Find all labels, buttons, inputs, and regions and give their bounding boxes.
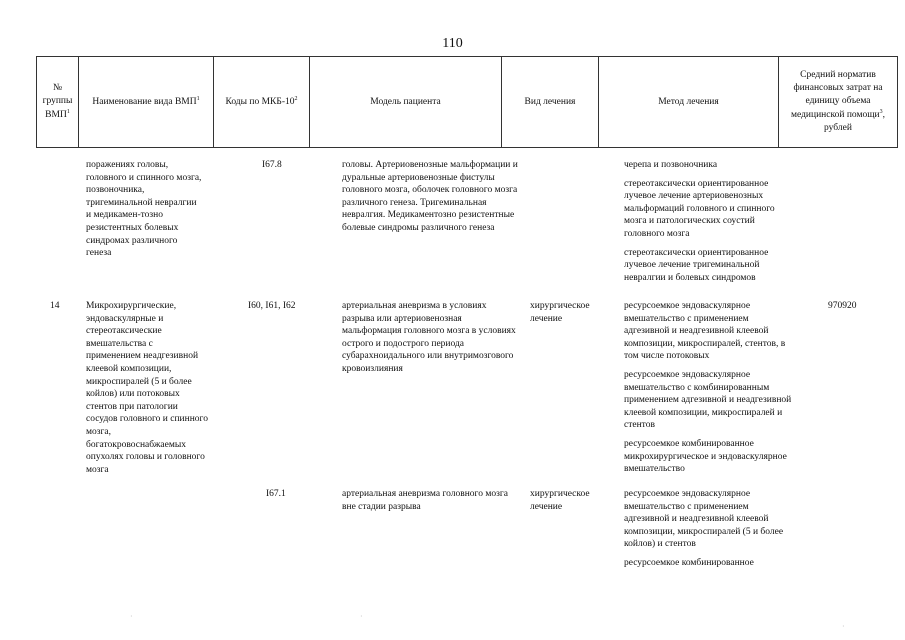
method-item: стереотаксически ориентированное лучевое лечение тригеминальной невралгии и болевых синдромов [624,247,769,283]
cont-icd-code: I67.8 [262,160,282,170]
header-treatment-type: Вид лечения [502,57,599,148]
method-item: ресурсоемкое комбинированное [624,557,754,568]
row14-treatment-type-2: хирургическое лечение [530,489,590,512]
header-vmp-name: Наименование вида ВМП$^1$ [79,57,214,148]
row14-icd-code-2: I67.1 [266,489,286,499]
row14-treatment-type-1: хирургическое лечение [530,301,590,324]
row14-cost: 970920 [828,301,857,311]
row14-patient-model-2: артериальная аневризма головного мозга вне стадии разрыва [342,489,508,512]
row14-group-number: 14 [50,301,60,311]
header-icd-codes: Коды по МКБ-$10^2$ [214,57,310,148]
header-group-number: № группы ВМП$^1$ [37,57,79,148]
row14-vmp-name: Микрохирургические, эндоваскулярные и стереотаксические вмешательства с применением неадгезивной клеевой композиции, микроспиралей (5 и более койлов) или потоковых стентов при патологии сосудов головного и спинного мозга, богатокровоснабжаемых опухолях головы и головного мозга [86,301,208,475]
method-item: черепа и позвоночника [624,160,718,170]
scan-speck: · [130,612,133,621]
page-number: 110 [442,36,463,51]
cont-vmp-name: поражениях головы, головного и спинного мозга, позвоночника, тригеминальной невралгии и медикамен-тозно резистентных болевых синдромах различного генеза [86,160,202,259]
method-item: ресурсоемкое эндоваскулярное вмешательство с применением адгезивной и неадгезивной клеевой композиции, микроспиралей (5 и более койлов) и стентов [624,489,784,550]
row14-methods-1 [624,300,792,482]
table-header [36,56,898,148]
method-item: стереотаксически ориентированное лучевое лечение артериовенозных мальформаций головного и спинного мозга и патологических соустий головного мозга [624,178,775,239]
header-treatment-method: Метод лечения [599,57,779,148]
method-item: ресурсоемкое эндоваскулярное вмешательство с применением адгезивной и неадгезивной клеевой композиции, микроспиралей, стентов, в том числе потоковых [624,301,786,362]
row14-patient-model-1: артериальная аневризма в условиях разрыва или артериовенозная мальформация головного мозга в условиях острого и подострого периода субарахноидального или внутримозгового кровоизлияния [342,301,516,374]
method-item: ресурсоемкое комбинированное микрохирургическое и эндоваскулярное вмешательство [624,438,787,475]
scan-speck: · [360,612,363,621]
scan-speck: · [842,622,845,631]
row14-methods-2 [624,488,792,576]
cont-patient-model: головы. Артериовенозные мальформации и дуральные артериовенозные фистулы головного мозга, оболочек головного мозга различного генеза. Тригеминальная невралгия. Медикаментозно резистентные болевые синдромы различного генеза [342,160,518,233]
header-patient-model: Модель пациента [310,57,502,148]
cont-methods [624,159,790,290]
method-item: ресурсоемкое эндоваскулярное вмешательство с комбинированным применением адгезивной и неадгезивной клеевой композиции, микроспиралей и стентов [624,369,792,431]
header-average-cost: Средний норматив финансовых затрат на единицу объема медицинской помощи$^3$, рублей [779,57,898,148]
row14-icd-code-1: I60, I61, I62 [248,301,296,311]
